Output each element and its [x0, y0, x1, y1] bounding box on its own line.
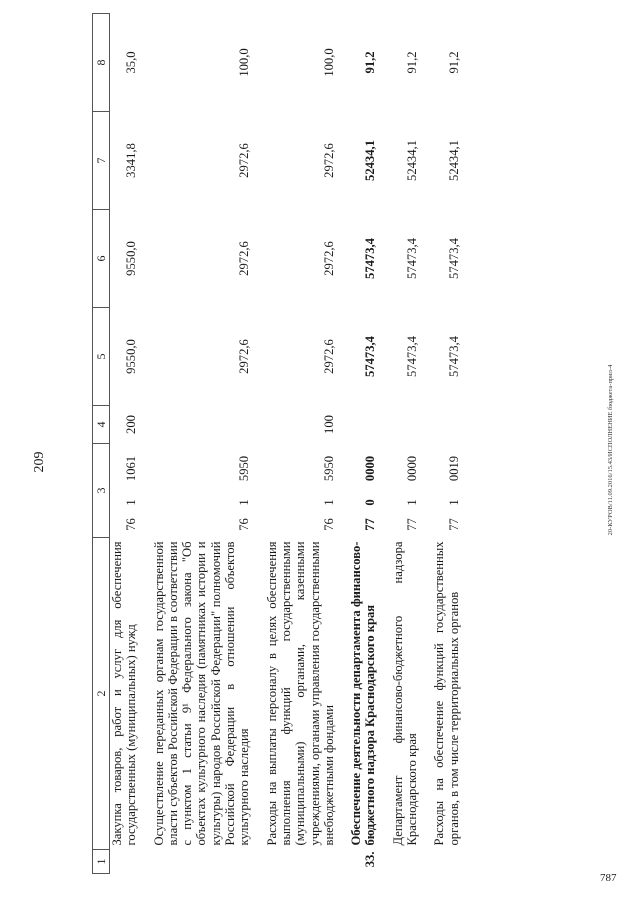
budget-table	[92, 13, 464, 874]
expense-type-code	[142, 405, 255, 443]
code-part-1: 77	[405, 518, 420, 531]
header-col-5: 5	[93, 307, 110, 405]
row-name: Департамент финансово-бюджетного надзора Краснодарского края	[390, 541, 420, 846]
row-index	[381, 850, 423, 874]
row-index	[255, 850, 339, 874]
table-row	[381, 13, 423, 873]
row-index	[142, 850, 255, 874]
value-col-6: 57473,4	[446, 238, 461, 279]
code-part-3: 5950	[237, 455, 252, 482]
value-col-7: 2972,6	[237, 143, 252, 178]
expense-type-code	[422, 405, 464, 443]
table-row	[255, 13, 339, 873]
value-col-8: 100,0	[237, 48, 252, 77]
rotated-table-page	[92, 14, 562, 874]
value-col-5: 2972,6	[237, 339, 252, 374]
code-part-1: 76	[321, 518, 336, 531]
value-col-5: 9550,0	[124, 339, 139, 374]
value-col-5: 57473,4	[405, 336, 420, 377]
value-col-7: 3341,8	[124, 143, 139, 178]
code-part-3: 0000	[363, 455, 378, 482]
code-part-3: 1061	[124, 455, 139, 482]
value-col-5: 57473,4	[363, 336, 378, 377]
footer-page-number: 787	[600, 872, 617, 884]
value-col-6: 2972,6	[321, 241, 336, 276]
row-name: Расходы на обеспечение функций государственных органов, в том числе территориальных органов	[432, 541, 461, 846]
value-col-7: 52434,1	[405, 140, 420, 181]
value-col-6: 9550,0	[124, 241, 139, 276]
value-col-6: 57473,4	[363, 238, 378, 279]
row-name: Закупка товаров, работ и услуг для обеспечения государственных (муниципальных) нужд	[110, 541, 139, 846]
code-part-2: 1	[124, 499, 139, 506]
code-part-3: 0000	[405, 455, 420, 482]
code-part-1: 77	[363, 518, 378, 531]
table-row	[142, 13, 255, 873]
row-name: Расходы на выплаты персоналу в целях обеспечения выполнения функций государственными (муниципальными) органами, казенными учреждениями, органами управления государственными внебюджетными фондами	[264, 541, 336, 846]
code-part-1: 77	[446, 518, 461, 531]
page-number: 209	[32, 451, 47, 473]
table-row	[110, 13, 142, 873]
header-col-8: 8	[93, 13, 110, 111]
code-part-2: 1	[237, 499, 252, 506]
row-index	[110, 850, 142, 874]
row-name: Осуществление переданных органам государственной власти субъектов Российской Федерации в соответствии с пунктом 1 статьи 9¹ Федерального закона "Об объектах культурного наследия (памятниках истории и культуры) народов Российской Федерации" полномочий Российской Федерации в отношении объектов культурного наследия	[151, 541, 252, 846]
value-col-7: 52434,1	[446, 140, 461, 181]
value-col-8: 91,2	[446, 51, 461, 74]
value-col-7: 2972,6	[321, 143, 336, 178]
table-row-section	[339, 13, 381, 873]
value-col-8: 91,2	[363, 51, 378, 74]
expense-type-code	[381, 405, 423, 443]
table-row	[422, 13, 464, 873]
expense-type-code: 100	[321, 415, 336, 434]
header-col-2: 2	[93, 538, 110, 850]
header-col-3: 3	[93, 443, 110, 537]
expense-type-code	[339, 405, 381, 443]
value-col-8: 100,0	[321, 48, 336, 77]
header-col-6: 6	[93, 209, 110, 307]
expense-type-code: 200	[124, 415, 139, 434]
value-col-5: 57473,4	[446, 336, 461, 377]
header-col-4: 4	[93, 405, 110, 443]
row-index: 33.	[363, 851, 378, 868]
row-name: Обеспечение деятельности департамента финансово-бюджетного надзора Краснодарского края	[349, 541, 378, 846]
code-part-3: 5950	[321, 455, 336, 482]
code-part-2: 1	[321, 499, 336, 506]
value-col-8: 35,0	[124, 51, 139, 74]
value-col-8: 91,2	[405, 51, 420, 74]
value-col-5: 2972,6	[321, 339, 336, 374]
code-part-2: 1	[446, 499, 461, 506]
code-part-1: 76	[124, 518, 139, 531]
header-col-7: 7	[93, 111, 110, 209]
code-part-2: 0	[363, 499, 378, 506]
print-stamp: 20-КУРОВ/11.09.2016/15.43/ИСПОЛНЕНИЕ бюджета-прил-4	[607, 364, 614, 536]
value-col-6: 2972,6	[237, 241, 252, 276]
table-header-row	[93, 13, 110, 873]
value-col-7: 52434,1	[363, 140, 378, 181]
code-part-3: 0019	[446, 455, 461, 482]
header-col-1: 1	[93, 850, 110, 874]
code-part-1: 76	[237, 518, 252, 531]
value-col-6: 57473,4	[405, 238, 420, 279]
row-index	[422, 850, 464, 874]
code-part-2: 1	[405, 499, 420, 506]
